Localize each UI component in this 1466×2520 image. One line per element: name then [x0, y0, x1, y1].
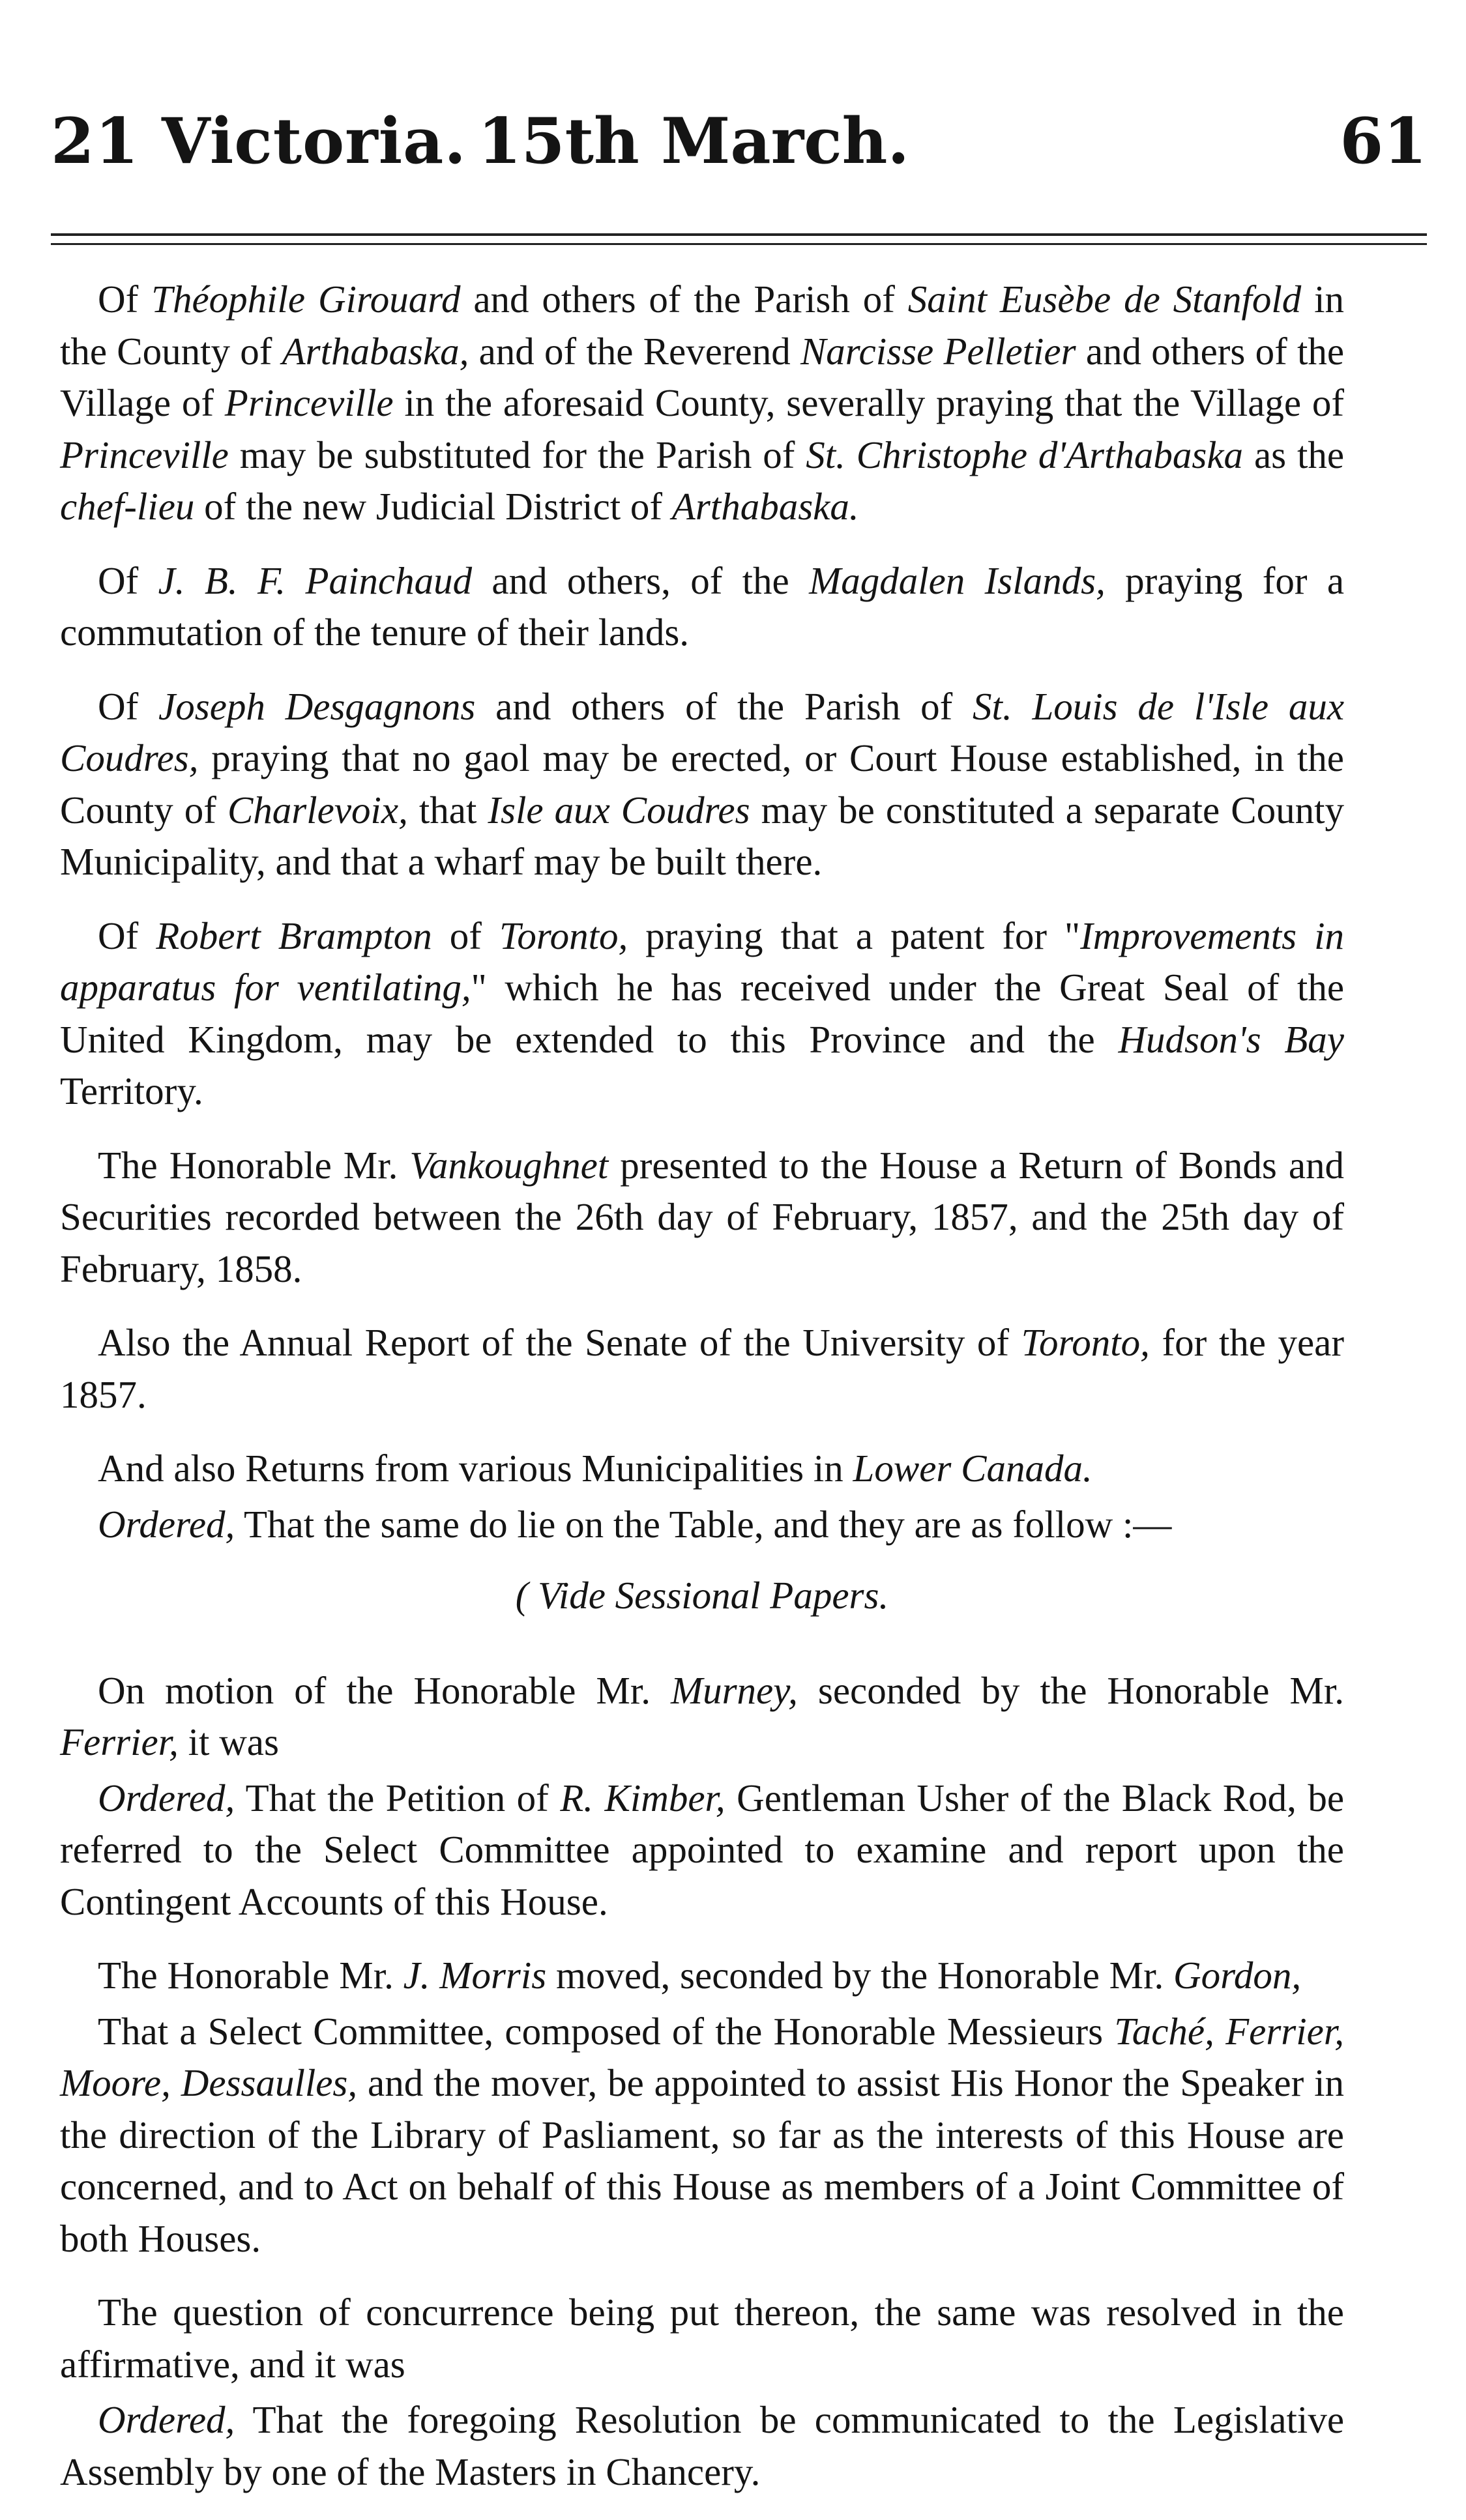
place-name: Magdalen Islands,: [809, 558, 1106, 602]
text: The question of concurrence being put thereon, the same was resolved in the affirmative, and it was: [60, 2291, 1344, 2386]
text: in the County of: [60, 278, 1345, 373]
person-name: R. Kimber,: [560, 1776, 726, 1819]
place-name: Princeville: [224, 381, 394, 424]
header-rule-bottom: [51, 243, 1427, 245]
member-name: Vankoughnet: [409, 1143, 609, 1187]
text: for the year 1857.: [60, 1321, 1345, 1416]
text: of the new Judicial District of: [204, 485, 663, 528]
text: presented to the House a Return of Bonds and Securities recorded between the 26th day of February, 1857, and the 25th day of February, 1858.: [60, 1143, 1345, 1290]
text: That the same do lie on the Table, and they are as follow :—: [243, 1502, 1172, 1546]
text: Of: [98, 684, 139, 728]
order-communicate-resolution: [60, 2394, 1344, 2498]
select-committee-resolution: [60, 2006, 1344, 2265]
petitioner-name: Robert Brampton: [156, 914, 432, 957]
place-name: St. Christophe d'Arthabaska: [806, 433, 1244, 476]
text: " which he has received under the Great Seal of the United Kingdom, may be extended to this Province and the: [60, 966, 1345, 1061]
text: and others of the Village of: [60, 329, 1345, 424]
order-kimber-petition: [60, 1773, 1344, 1928]
petition-girouard: [60, 274, 1344, 533]
text: and the mover, be appointed to assist His Honor the Speaker in the direction of the Library of Pasliament, so far as the interests of this House are concerned, and to Act on behalf of this House as members of a Joint Committee of both Houses.: [60, 2061, 1344, 2260]
text: in the aforesaid County, severally praying that the Village of: [404, 381, 1345, 424]
text: praying for a commutation of the tenure of their lands.: [60, 558, 1345, 654]
place-name: Toronto,: [499, 914, 628, 957]
text: Also the Annual Report of the Senate of the University of: [98, 1321, 1010, 1364]
member-name: J. Morris: [403, 1954, 547, 1997]
petitioner-name: Narcisse Pelletier: [800, 329, 1076, 373]
member-names: Taché, Ferrier, Moore, Dessaulles,: [60, 2009, 1345, 2104]
text: and of the Reverend: [478, 329, 791, 373]
patent-title: Improvements in apparatus for ventilating,: [60, 914, 1344, 1009]
text: praying that a patent for ": [645, 914, 1081, 957]
place-name: Charlevoix,: [227, 788, 408, 832]
place-name: Lower Canada.: [853, 1447, 1092, 1490]
place-name: Arthabaska,: [282, 329, 469, 373]
page-header: [51, 104, 1427, 196]
text: That a Select Committee, composed of the Honorable Messieurs: [98, 2009, 1104, 2053]
text: of: [449, 914, 482, 957]
journal-body: [60, 274, 1344, 2520]
page-number: 61: [1340, 104, 1427, 178]
text: The Honorable Mr.: [98, 1954, 394, 1997]
text: Of: [98, 914, 139, 957]
text: and others of the Parish of: [473, 278, 895, 321]
text: praying that no gaol may be erected, or Court House established, in the County of: [60, 736, 1344, 832]
petition-brampton: [60, 910, 1344, 1118]
reign-heading: 21 Victoria.: [51, 104, 467, 178]
text: And also Returns from various Municipalities in: [98, 1447, 843, 1490]
motion-morris: [60, 1950, 1344, 2002]
ordered-label: Ordered,: [98, 2398, 235, 2441]
text: Territory.: [60, 1069, 203, 1112]
text: that: [418, 788, 477, 832]
text: as the: [1253, 433, 1345, 476]
term: chef-lieu: [60, 485, 195, 528]
place-name: Toronto,: [1021, 1321, 1150, 1364]
place-name: Arthabaska.: [671, 485, 859, 528]
header-rule-top: [51, 233, 1427, 236]
text: Of: [98, 278, 139, 321]
annual-report: [60, 1317, 1344, 1421]
text: seconded by the Honorable Mr.: [817, 1668, 1345, 1712]
petition-painchaud: [60, 555, 1344, 659]
petition-desgagnons: [60, 681, 1344, 888]
member-name: Gordon,: [1173, 1954, 1302, 1997]
text: may be substituted for the Parish of: [239, 433, 795, 476]
place-name: Princeville: [60, 433, 229, 476]
text: That the Petition of: [245, 1776, 549, 1819]
member-name: Murney,: [670, 1668, 798, 1712]
petitioner-name: Joseph Desgagnons: [158, 684, 476, 728]
date-heading: 15th March.: [478, 104, 909, 178]
place-name: St. Louis de l'Isle aux Coudres,: [60, 684, 1345, 779]
place-name: Isle aux Coudres: [488, 788, 750, 832]
member-name: Ferrier,: [60, 1720, 179, 1763]
text: Of: [98, 558, 139, 602]
return-bonds: [60, 1140, 1344, 1296]
text: The Honorable Mr.: [98, 1143, 398, 1187]
vide-sessional-papers: ( Vide Sessional Papers.: [515, 1574, 889, 1617]
text: and others, of the: [491, 558, 789, 602]
motion-murney: [60, 1665, 1344, 1769]
petitioner-name: J. B. F. Painchaud: [158, 558, 473, 602]
text: moved, seconded by the Honorable Mr.: [555, 1954, 1164, 1997]
order-lie-on-table: [60, 1499, 1344, 1551]
ordered-label: Ordered,: [98, 1502, 235, 1546]
municipal-returns: [60, 1443, 1344, 1495]
concurrence-question: [60, 2287, 1344, 2390]
text: That the foregoing Resolution be communicated to the Legislative Assembly by one of the Masters in Chancery.: [60, 2398, 1345, 2493]
place-name: Saint Eusèbe de Stanfold: [907, 278, 1302, 321]
text: and others of the Parish of: [495, 684, 953, 728]
text: On motion of the Honorable Mr.: [98, 1668, 651, 1712]
ordered-label: Ordered,: [98, 1776, 235, 1819]
petitioner-name: Théophile Girouard: [151, 278, 461, 321]
text: it was: [188, 1720, 279, 1763]
text: may be constituted a separate County Municipality, and that a wharf may be built there.: [60, 788, 1344, 883]
text: Gentleman Usher of the Black Rod, be referred to the Select Committee appointed to examine and report upon the Contingent Accounts of this House.: [60, 1776, 1345, 1923]
place-name: Hudson's Bay: [1118, 1017, 1344, 1061]
